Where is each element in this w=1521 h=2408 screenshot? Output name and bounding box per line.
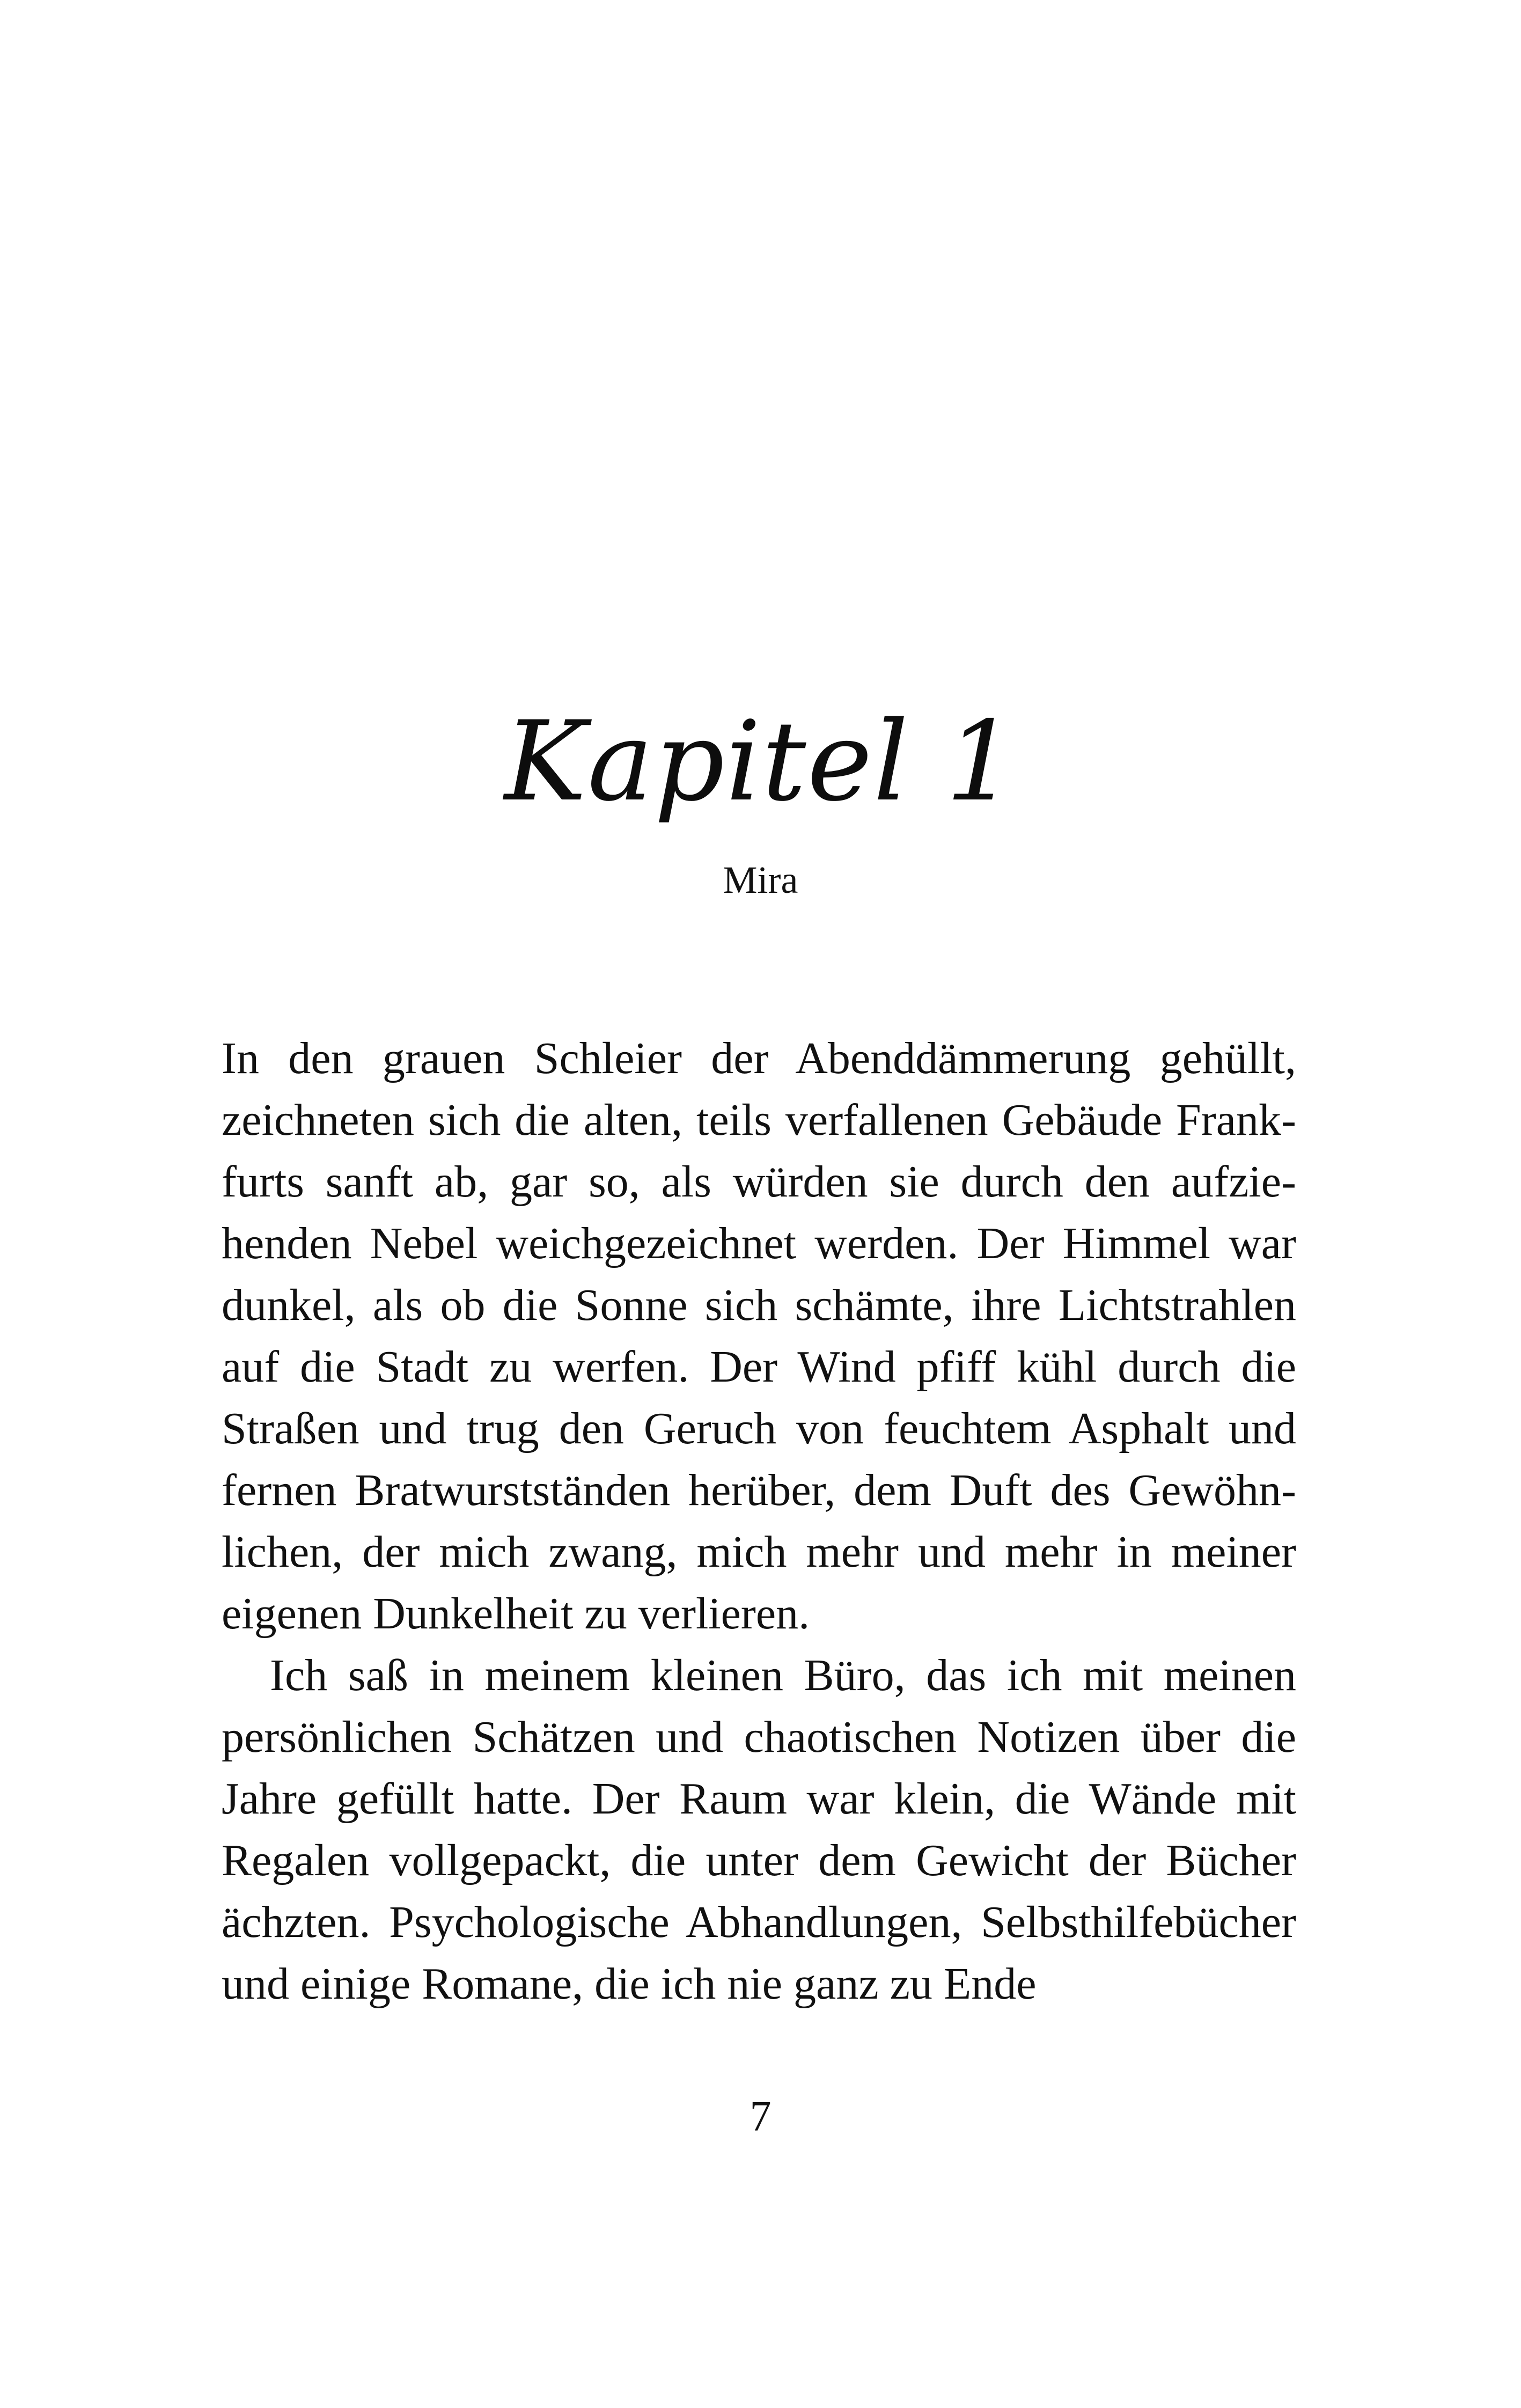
chapter-subtitle: Mira xyxy=(723,858,798,901)
chapter-title: Kapitel 1 xyxy=(504,698,1017,826)
body-text xyxy=(222,1027,1296,2015)
paragraph-1: In den grauen Schleier der Abenddämmerung gehüllt, zeichneten sich die alten, teils verfallenen Gebäude Frankfurts sanft ab, gar so, als würden sie durch den aufziehenden Nebel weichgezeichnet werden. Der Himmel war dunkel, als ob die Sonne sich schämte, ihre Lichtstrahlen auf die Stadt zu werfen. Der Wind pfiff kühl durch die Straßen und trug den Geruch von feuchtem Asphalt und fernen Bratwurstständen herüber, dem Duft des Gewöhnlichen, der mich zwang, mich mehr und mehr in meiner eigenen Dunkelheit zu verlieren. xyxy=(222,1033,1296,1639)
page-number: 7 xyxy=(750,2093,771,2140)
paragraph-2: Ich saß in meinem kleinen Büro, das ich mit meinen persönlichen Schätzen und chaotischen Notizen über die Jahre gefüllt hatte. Der Raum war klein, die Wände mit Regalen vollgepackt, die unter dem Gewicht der Bücher ächzten. Psychologische Abhandlungen, Selbsthilfebücher und einige Romane, die ich nie ganz zu Ende xyxy=(222,1650,1296,2009)
